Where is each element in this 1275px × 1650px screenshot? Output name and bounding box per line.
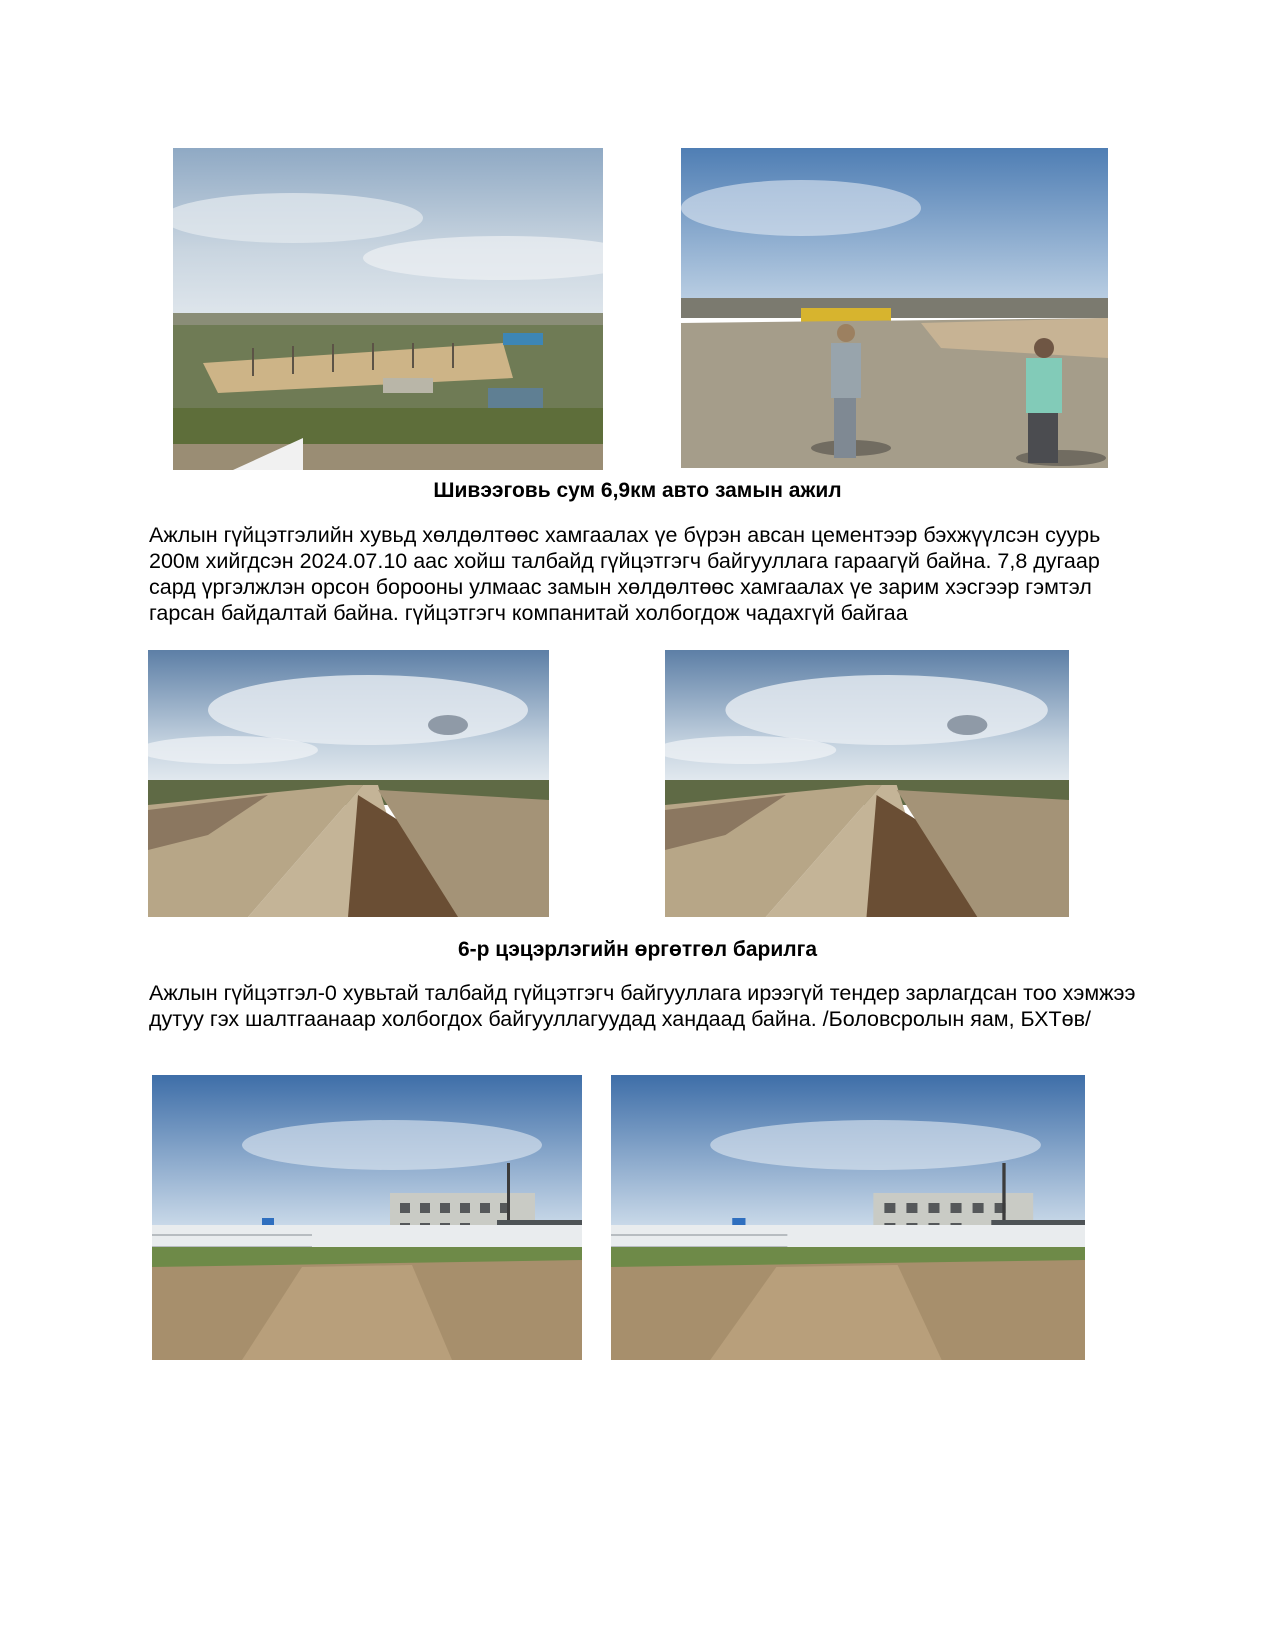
section-paragraph-road: Ажлын гүйцэтгэлийн хувьд хөлдөлтөөс хамгаалах үе бүрэн авсан цементээр бэхжүүлсэн суурь 200м хийгдсэн 2024.07.10 аас хойш талбайд гүйцэтгэгч байгууллага гараагүй байна. 7,8 дугаар сард үргэлжлэн орсон борооны улмаас замын хөлдөлтөөс хамгаалах үе зарим хэсгээр гэмтэл гарсан байдалтай байна. гүйцэтгэгч компанитай холбогдож чадахгүй байгаа [149,523,1101,625]
section-caption-road: Шивээговь сум 6,9км авто замын ажил [433,479,842,502]
damaged-road-photo-right [665,650,1069,917]
kindergarten-site-photo-left [152,1075,582,1360]
damaged-road-photo-left [148,650,549,917]
section-paragraph-kindergarten: Ажлын гүйцэтгэл-0 хувьтай талбайд гүйцэтгэгч байгууллага ирээгүй тендер зарлагдсан тоо хэмжээ дутуу гэх шалтгаанаар холбогдох байгууллагуудад хандаад байна. /Боловсролын яам, БХТөв/ [149,981,1136,1031]
construction-site-photo [173,148,603,470]
site-inspection-photo [681,148,1108,468]
kindergarten-site-photo-right [611,1075,1085,1360]
section-caption-kindergarten: 6-р цэцэрлэгийн өргөтгөл барилга [457,938,818,961]
